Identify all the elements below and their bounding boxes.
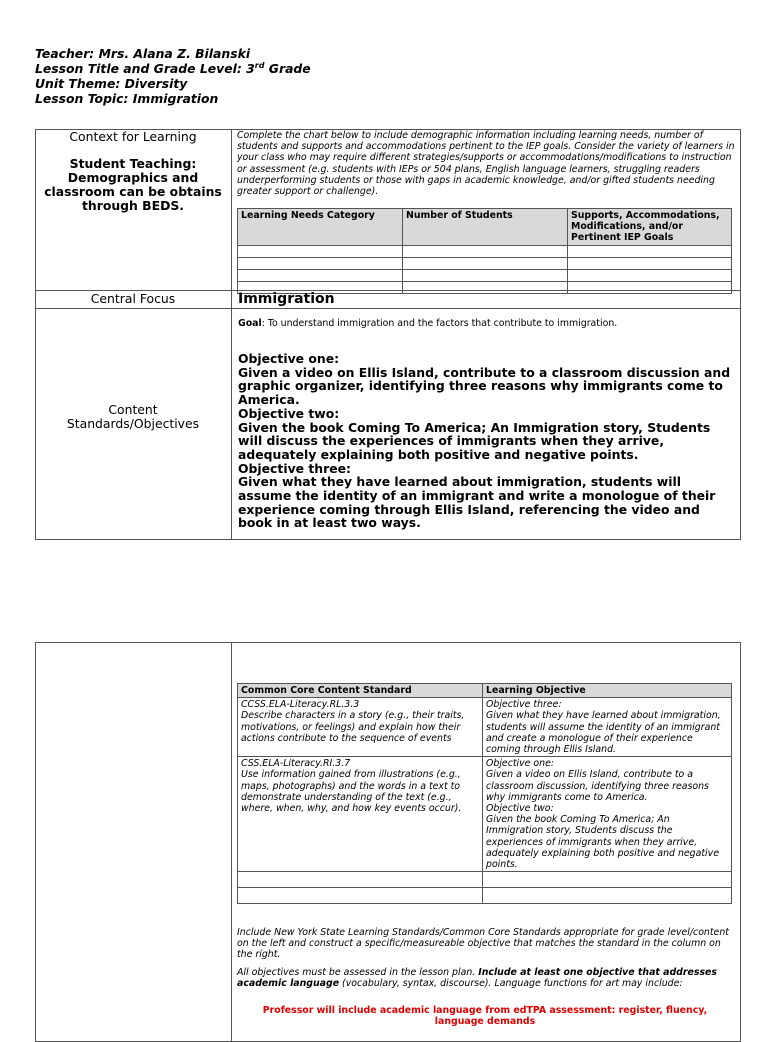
standards-form-column-divider — [231, 642, 232, 1042]
demographics-table — [237, 208, 732, 294]
table-header: Number of Students — [403, 209, 568, 246]
table-cell[interactable] — [238, 888, 483, 904]
table-header: Common Core Content Standard — [238, 684, 483, 698]
table-cell[interactable] — [238, 269, 403, 281]
objectives-note — [237, 967, 735, 989]
table-row — [238, 209, 732, 246]
table-row — [238, 757, 732, 872]
objective-heading: Objective one: — [238, 351, 340, 366]
standard-cell: CCSS.ELA-Literacy.RL.3.3 Describe characters in a story (e.g., their traits, motivations, or feelings) and explain how their actions contribute to the sequence of events — [238, 698, 483, 757]
central-focus-value: Immigration — [238, 291, 335, 307]
objective-heading: Objective two: — [238, 405, 340, 421]
context-instructions: Complete the chart below to include demographic information including learning needs, number of students and supports and accommodations pertinent to the IEP goals. Consider the variety of learners in your class who may require different strategies/supports or accommodations/modifications to instruction or assessment (e.g. students with IEPs or 504 plans, English language learners, struggling readers underperforming students or those with gaps in academic knowledge, and/or gifted students needing greater support or challenge). — [237, 130, 735, 198]
table-cell[interactable] — [403, 281, 568, 293]
objective-text: Given a video on Ellis Island, contribute to a classroom discussion and graphic organizer, identifying three reasons why immigrants come to America. — [238, 364, 731, 408]
lesson-title-line — [35, 61, 311, 76]
table-cell[interactable] — [568, 245, 732, 257]
table-row — [238, 245, 732, 257]
objective-text: Given what they have learned about immigration, students will assume the identity of an immigrant and write a monologue of their experience coming through Ellis Island, referencing the video and book in at least two ways. — [238, 474, 716, 531]
context-label-body: Student Teaching: Demographics and classroom can be obtains through BEDS. — [44, 156, 222, 213]
objectives-list — [238, 352, 738, 530]
lesson-topic-line: Lesson Topic: Immigration — [35, 91, 219, 106]
table-header: Learning Objective — [483, 684, 732, 698]
lesson-title-grade: Grade — [264, 61, 311, 76]
professor-note: Professor will include academic language from edTPA assessment: register, fluency, language demands — [262, 1005, 708, 1028]
objective-heading: Objective three: — [238, 460, 351, 476]
table-cell[interactable] — [238, 257, 403, 269]
objectives-note-suffix: (vocabulary, syntax, discourse). Language functions for art may include: — [339, 977, 683, 989]
unit-theme-line: Unit Theme: Diversity — [35, 76, 188, 91]
standards-note: Include New York State Learning Standards/Common Core Standards appropriate for grade level/content on the left and construct a specific/measureable objective that matches the standard in the column on the right. — [237, 927, 729, 961]
table-cell[interactable] — [568, 269, 732, 281]
table-row — [238, 872, 732, 888]
teacher-line: Teacher: Mrs. Alana Z. Bilanski — [35, 46, 251, 61]
table-cell[interactable] — [403, 245, 568, 257]
table-cell[interactable] — [403, 269, 568, 281]
lesson-header — [35, 46, 311, 106]
table-cell[interactable] — [238, 872, 483, 888]
context-label — [38, 130, 228, 213]
table-cell[interactable] — [403, 257, 568, 269]
form-column-divider — [231, 129, 232, 540]
table-cell[interactable] — [568, 281, 732, 293]
table-row — [238, 257, 732, 269]
common-core-table — [237, 683, 732, 904]
objective-cell: Objective one: Given a video on Ellis Island, contribute to a classroom discussion, identifying three reasons why immigrants come to America. Objective two: Given the book Coming To America; An Immigration story, Students discuss the experiences of immigrants when they arrive, adequately explaining both positive and negative points. — [483, 757, 732, 872]
table-header: Supports, Accommodations, Modifications, and/or Pertinent IEP Goals — [568, 209, 732, 246]
table-cell[interactable] — [483, 872, 732, 888]
table-row — [238, 698, 732, 757]
form-row-divider-2 — [35, 308, 741, 309]
objectives-note-prefix: All objectives must be assessed in the lesson plan. — [237, 966, 479, 978]
standards-label: Content Standards/Objectives — [66, 402, 200, 431]
table-cell[interactable] — [238, 245, 403, 257]
table-row — [238, 269, 732, 281]
objective-cell: Objective three: Given what they have learned about immigration, students will assume the identity of an immigrant and create a monologue of their experience coming through Ellis Island. — [483, 698, 732, 757]
goal-line — [238, 318, 617, 329]
standards-notes — [237, 927, 735, 995]
table-row — [238, 684, 732, 698]
goal-label: Goal — [238, 318, 262, 329]
goal-text: : To understand immigration and the factors that contribute to immigration. — [261, 318, 618, 329]
lesson-title-text: Lesson Title and Grade Level: 3 — [35, 61, 255, 76]
table-cell[interactable] — [568, 257, 732, 269]
central-focus-label: Central Focus — [90, 291, 176, 306]
objectives-note-bold: Include at least one objective that addresses academic language — [237, 966, 717, 989]
context-label-title: Context for Learning — [69, 129, 197, 144]
table-cell[interactable] — [483, 888, 732, 904]
objective-text: Given the book Coming To America; An Immigration story, Students will discuss the experiences of immigrants when they arrive, adequately explaining both positive and negative points. — [238, 419, 711, 462]
standard-cell: CSS.ELA-Literacy.RI.3.7 Use information gained from illustrations (e.g., maps, photographs) and the words in a text to demonstrate understanding of the text (e.g., where, when, why, and how key events occur). — [238, 757, 483, 872]
lesson-title-superscript: rd — [254, 60, 265, 70]
table-row — [238, 888, 732, 904]
table-header: Learning Needs Category — [238, 209, 403, 246]
